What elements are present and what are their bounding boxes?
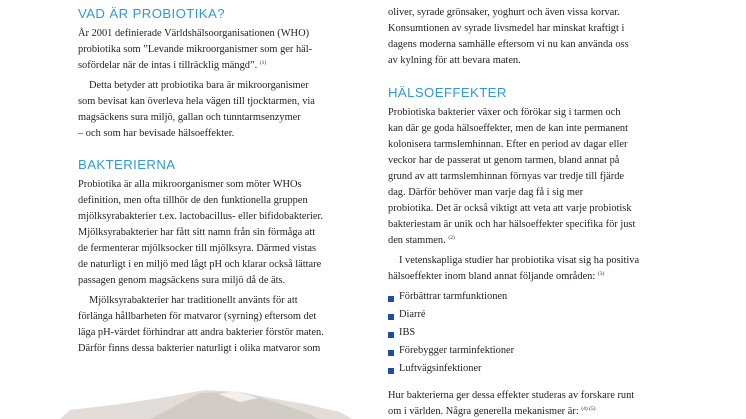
text-line: passagen genom magsäckens sura miljö då de äts. xyxy=(78,275,286,286)
text-line: Mjölksyrabakterier har fått sitt namn från sin förmåga att xyxy=(78,227,316,238)
heading-vad-ar-probiotika: VAD ÄR PROBIOTIKA? xyxy=(78,6,225,21)
square-bullet-icon xyxy=(388,350,394,356)
text-line: dag. Därför behöver man varje dag få i sig mer xyxy=(388,187,584,198)
list-item: Förebygger tarminfektioner xyxy=(399,345,515,356)
text-line: kolonisera tarmslemhinnan. Efter en period av dagar eller xyxy=(388,139,628,150)
text-line: Probiotiska bakterier växer och förökar sig i tarmen och xyxy=(388,107,621,118)
text-line: som bevisat kan överleva hela vägen till tjocktarmen, via xyxy=(78,96,315,107)
text-line: mjölksyrabakterier t.ex. lactobacillus- eller bifidobakterier. xyxy=(78,211,323,222)
list-item: Luftvägsinfektioner xyxy=(399,363,482,374)
heading-halsoeffekter: HÄLSOEFFEKTER xyxy=(388,85,507,100)
text-line: hälsoeffekter inom bland annat följande områden: $^{(3)}$ xyxy=(388,271,605,282)
reference-marker: (2) xyxy=(448,235,455,241)
text-line: sofördelar när de intas i tillräcklig mängd”. $^{(1)}$ xyxy=(78,60,267,71)
list-item: Förbättrar tarmfunktionen xyxy=(399,291,508,302)
text-line: – och som har bevisade hälsoeffekter. xyxy=(78,128,235,139)
text-line: Hur bakterierna ger dessa effekter studeras av forskare runt xyxy=(388,390,635,401)
text-line: dagens moderna samhälle eftersom vi nu kan använda oss xyxy=(388,39,629,50)
text-line: läga pH-värdet förhindrar att andra bakterier förstör maten. xyxy=(78,327,324,338)
text-line: av kylning för att bevara maten. xyxy=(388,55,521,66)
text-line: oliver, syrade grönsaker, yoghurt och även vissa korvar. xyxy=(388,7,620,18)
reference-marker: (4) (5) xyxy=(581,406,596,412)
text-line: de naturligt i en miljö med lågt pH och klarar också lättare xyxy=(78,259,322,270)
heading-bakterierna: BAKTERIERNA xyxy=(78,157,176,172)
text-line: de fermenterar mjölksocker till mjölksyra. Därmed vistas xyxy=(78,243,317,254)
text-line: År 2001 definierade Världshälsoorganisationen (WHO) xyxy=(78,28,310,39)
text-line: Detta betyder att probiotika bara är mikroorganismer xyxy=(89,80,309,91)
list-item: Diarré xyxy=(399,309,426,320)
text-line: den stammen. $^{(2)}$ xyxy=(388,235,455,246)
square-bullet-icon xyxy=(388,296,394,302)
text-line: grund av att tarmslemhinnan förnyas var tredje till fjärde xyxy=(388,171,625,182)
text-line: veckor har de passerat ut genom tarmen, bland annat på xyxy=(388,155,620,166)
text-line: om i världen. Några generella mekanismer är: $^{(4) (5)}$ xyxy=(388,406,596,417)
text-line: probiotika. Det är också viktigt att veta att varje probiotisk xyxy=(388,203,632,214)
reference-marker: (1) xyxy=(259,60,267,66)
text-line: kan där ge goda hälsoeffekter, men de kan inte permanent xyxy=(388,123,629,134)
text-line: magsäckens sura miljö, gallan och tunntarmsenzymer xyxy=(78,112,301,123)
reference-marker: (3) xyxy=(597,271,605,277)
square-bullet-icon xyxy=(388,314,394,320)
list-item: IBS xyxy=(399,327,416,338)
text-line: Därför finns dessa bakterier naturligt i olika matvaror som xyxy=(78,343,321,354)
text-line: Konsumtionen av syrade livsmedel har minskat kraftigt i xyxy=(388,23,625,34)
text-line: förlänga hållbarheten för matvaror (syrning) eftersom det xyxy=(78,311,317,322)
text-line: Probiotika är alla mikroorganismer som möter WHOs xyxy=(78,179,302,190)
text-line: Mjölksyrabakterier har traditionellt använts för att xyxy=(89,295,298,306)
text-line: definition, men ofta tillhör de den funktionella gruppen xyxy=(78,195,308,206)
text-line: bakteriestam är unik och har hälsoeffekter specifika för just xyxy=(388,219,636,230)
square-bullet-icon xyxy=(388,332,394,338)
text-line: I vetenskapliga studier har probiotika visat sig ha positiva xyxy=(399,255,640,266)
square-bullet-icon xyxy=(388,368,394,374)
text-line: probiotika som ”Levande mikroorganismer som ger häl- xyxy=(78,44,313,55)
